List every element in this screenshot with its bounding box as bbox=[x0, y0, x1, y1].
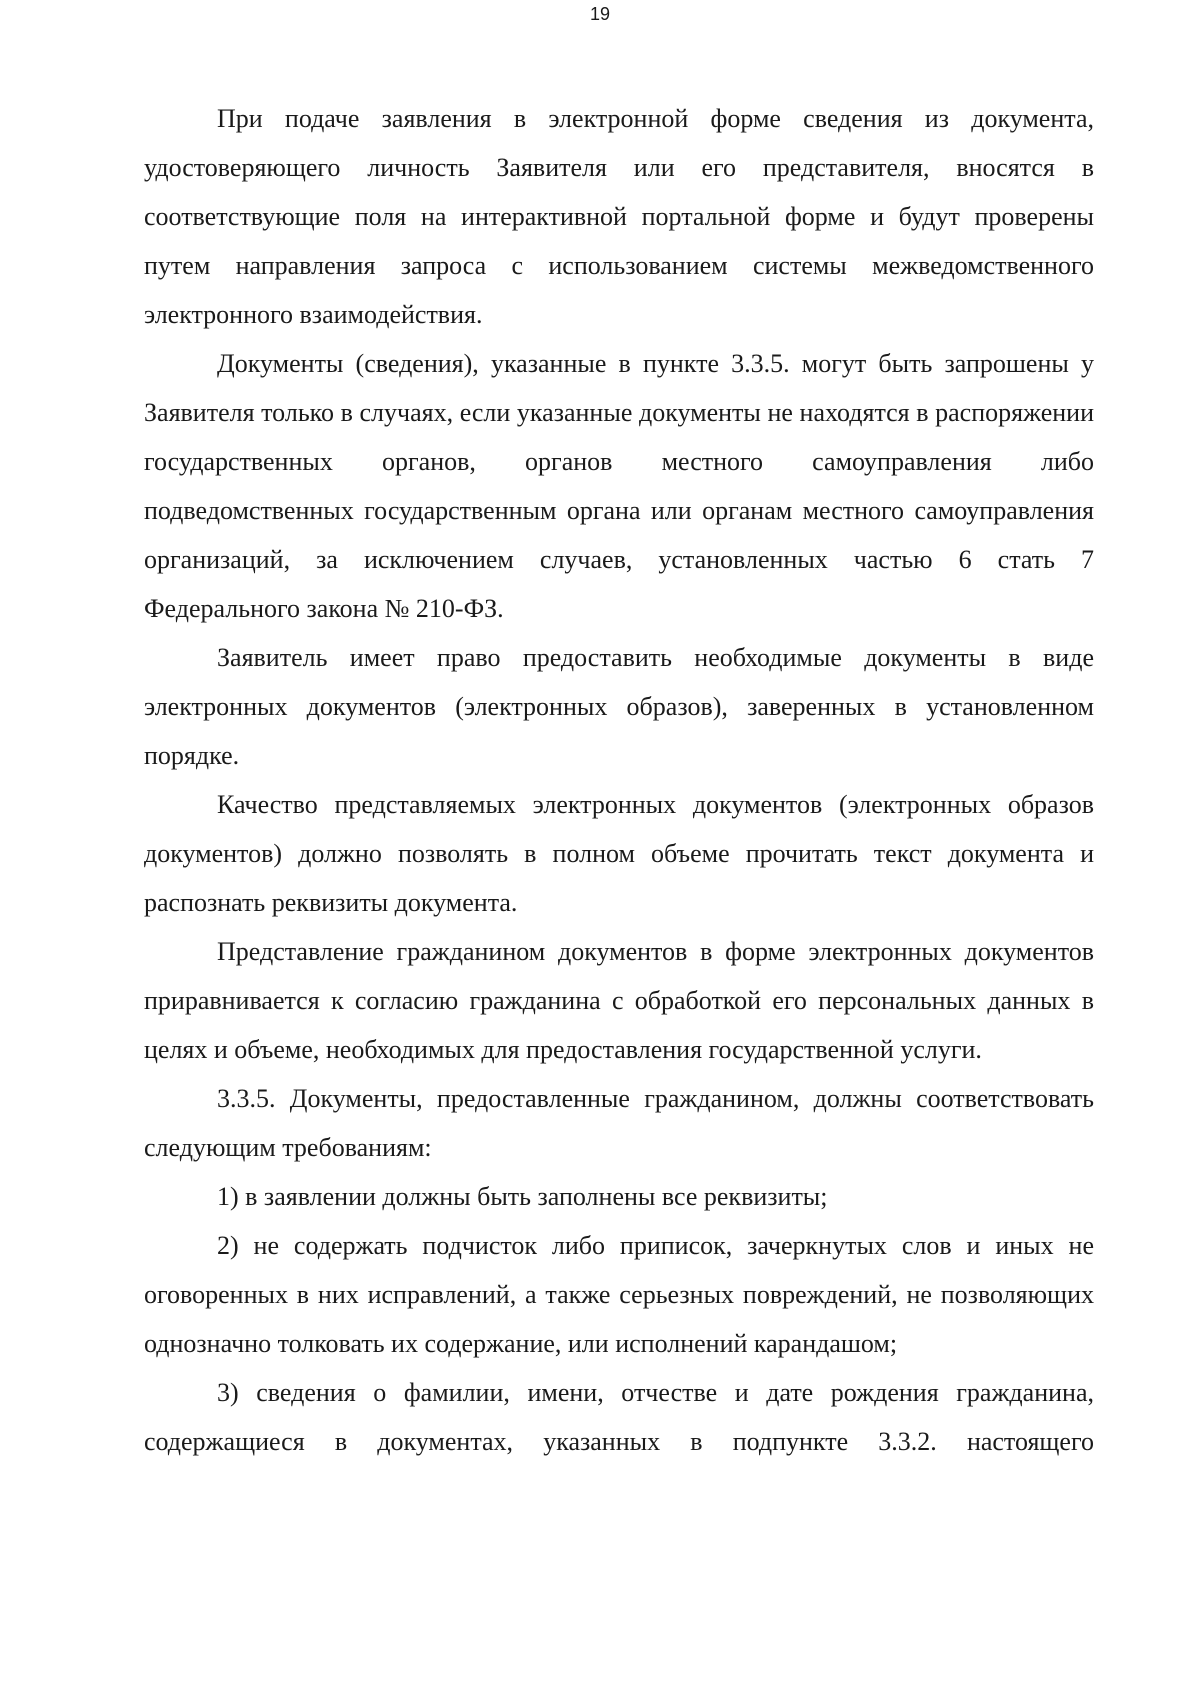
paragraph: При подаче заявления в электронной форме сведения из документа, удостоверяющего личность Заявителя или его представителя, вносятся в соответствующие поля на интерактивной портальной форме и будут проверены путем направления запроса с использованием системы межведомственного электронного взаимодействия. bbox=[144, 104, 1094, 329]
paragraph: Качество представляемых электронных документов (электронных образов документов) должно позволять в полном объеме прочитать текст документа и распознать реквизиты документа. bbox=[144, 790, 1094, 917]
paragraph: 1) в заявлении должны быть заполнены все реквизиты; bbox=[217, 1182, 828, 1211]
paragraph: Заявитель имеет право предоставить необходимые документы в виде электронных документов (электронных образов), заверенных в установленном порядке. bbox=[144, 643, 1094, 770]
document-body bbox=[144, 94, 1094, 1466]
paragraph: 2) не содержать подчисток либо приписок, зачеркнутых слов и иных не оговоренных в них исправлений, а также серьезных повреждений, не позволяющих однозначно толковать их содержание, или исполнений карандашом; bbox=[144, 1231, 1094, 1358]
paragraph: 3) сведения о фамилии, имени, отчестве и дате рождения гражданина, содержащиеся в документах, указанных в подпункте 3.3.2. настоящего bbox=[144, 1378, 1094, 1456]
paragraph: Представление гражданином документов в форме электронных документов приравнивается к согласию гражданина с обработкой его персональных данных в целях и объеме, необходимых для предоставления государственной услуги. bbox=[144, 937, 1094, 1064]
paragraph: Документы (сведения), указанные в пункте 3.3.5. могут быть запрошены у Заявителя только в случаях, если указанные документы не находятся в распоряжении государственных органов, органов местного самоуправления либо подведомственных государственным органа или органам местного самоуправления организаций, за исключением случаев, установленных частью 6 стать 7 Федерального закона № 210-ФЗ. bbox=[144, 349, 1094, 623]
page-number: 19 bbox=[589, 4, 611, 24]
paragraph: 3.3.5. Документы, предоставленные гражданином, должны соответствовать следующим требованиям: bbox=[144, 1084, 1094, 1162]
